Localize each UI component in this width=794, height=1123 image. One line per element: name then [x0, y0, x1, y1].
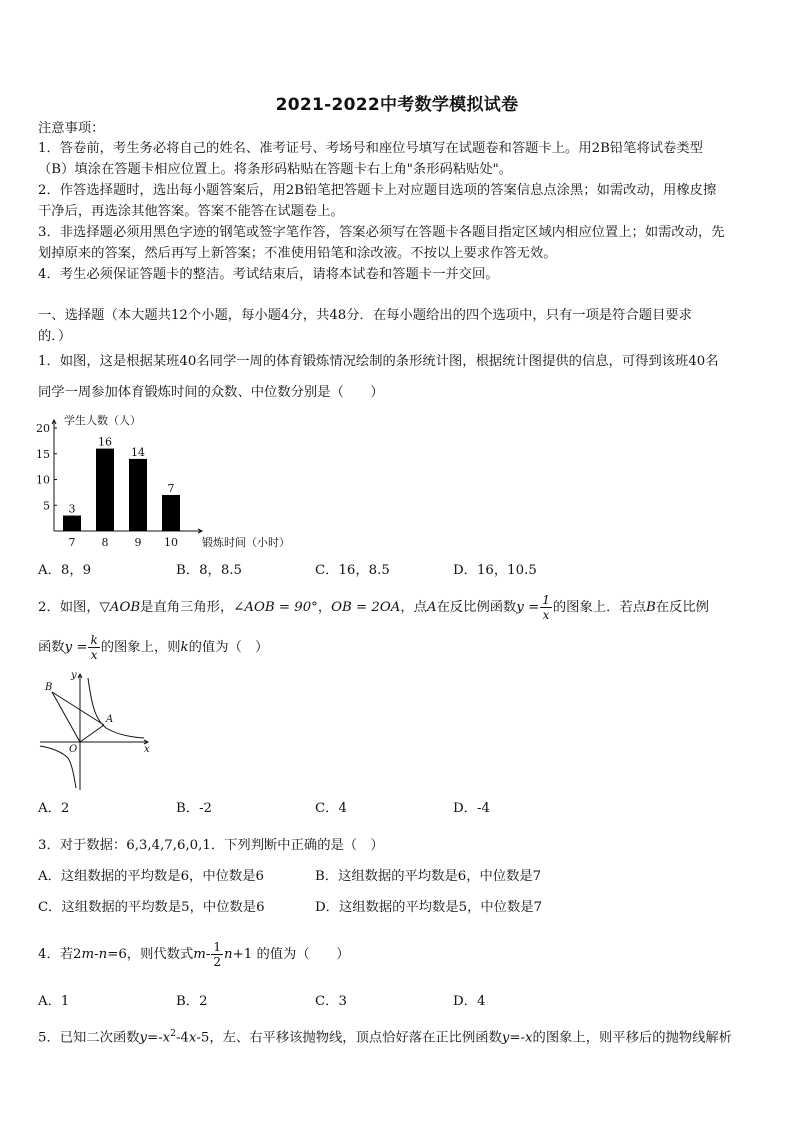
q5-var: y [501, 1030, 510, 1046]
x-tick-label: 9 [134, 536, 142, 549]
note-line: 划掉原来的答案，然后再写上新答案；不准使用铅笔和涂改液。不按以上要求作答无效。 [38, 246, 557, 261]
q5-text: 的图象上，则平移后的抛物线解析 [532, 1030, 732, 1046]
q5-var: x [188, 1030, 197, 1046]
bar [129, 459, 147, 531]
note-line: 3．非选择题必须用黑色字迹的钢笔或签字笔作答，答案必须写在答题卡各题目指定区域内相应位置上；如需改动，先 [38, 225, 725, 240]
q1-option-d: D．16，10.5 [453, 563, 537, 578]
note-line: （B）填涂在答题卡相应位置上。将条形码粘贴在答题卡右上角"条形码粘贴处"。 [38, 162, 513, 177]
q2-fraction-2 [88, 633, 99, 662]
q4-option-a: A．1 [38, 994, 70, 1009]
hyperbola-branch-1 [88, 678, 144, 738]
y-tick-label: 15 [36, 447, 50, 461]
q5-text: -5，左、右平移该抛物线，顶点恰好落在正比例函数 [196, 1030, 502, 1046]
q5-text: -4 [175, 1030, 189, 1046]
segment-ob [52, 692, 80, 742]
page-title: 2021-2022中考数学模拟试卷 [275, 95, 519, 115]
x-tick-label: 10 [164, 536, 178, 549]
q1-option-a: A．8，9 [38, 563, 92, 578]
question-2-stem [38, 593, 709, 623]
label-o: O [69, 744, 78, 755]
q2-text: 的值为（ ） [188, 640, 269, 655]
segment-ab [52, 692, 104, 725]
q2-text: 是直角三角形， [140, 600, 234, 615]
q4-var: n [224, 947, 233, 962]
q5-exponent: 2 [170, 1029, 176, 1039]
q5-text: =- [147, 1030, 163, 1046]
notes-heading: 注意事项： [38, 121, 105, 136]
q2-angle: ∠AOB = 90° [233, 600, 318, 615]
bar [63, 516, 81, 531]
q4-option-c: C．3 [315, 994, 347, 1009]
q2-option-a: A．2 [38, 801, 70, 816]
q4-var: m [193, 947, 206, 962]
q2-point-a: A [426, 600, 437, 615]
bar-chart [30, 408, 320, 553]
q2-ob: OB = 2OA [331, 600, 401, 615]
q2-k: k [180, 640, 189, 655]
label-x: x [144, 744, 150, 755]
q1-option-c: C．16，8.5 [315, 563, 390, 578]
question-2-stem-cont [38, 633, 268, 663]
q2-text: 在反比例 [655, 600, 709, 615]
q2-point-b: B [645, 600, 656, 615]
q2-text: ， [317, 600, 332, 615]
q4-fraction [211, 940, 223, 969]
q2-text: 2．如图， [38, 600, 100, 615]
q4-text: 4．若2 [38, 947, 82, 962]
q4-var: n [98, 947, 108, 962]
q4-text: - [205, 947, 211, 962]
hyperbola-figure [36, 668, 156, 793]
x-tick-label: 8 [101, 536, 109, 549]
q2-text: 的图象上．若点 [552, 600, 646, 615]
note-line: 干净后，再选涂其他答案。答案不能答在试题卷上。 [38, 204, 344, 219]
q2-y: y = [64, 640, 88, 655]
note-line: 1．答卷前，考生务必将自己的姓名、准考证号、考场号和座位号填写在试题卷和答题卡上。用2B铅笔将试卷类型 [38, 141, 703, 156]
denominator: 2 [213, 955, 222, 969]
bar [162, 495, 180, 531]
q5-var: x [162, 1030, 171, 1046]
q2-option-c: C．4 [315, 801, 347, 816]
x-tick-label: 7 [68, 536, 76, 549]
label-b: B [45, 682, 53, 693]
y-tick-label: 20 [36, 422, 50, 435]
section-heading-cont: 的．） [38, 329, 72, 344]
question-1-stem: 1．如图，这是根据某班40名同学一周的体育锻炼情况绘制的条形统计图，根据统计图提供的信息，可得到该班40名 [38, 354, 719, 369]
y-tick-label: 5 [43, 499, 50, 513]
numerator: 1 [542, 593, 550, 607]
question-1-stem-cont: 同学一周参加体育锻炼时间的众数、中位数分别是（ ） [38, 385, 384, 400]
question-5-stem [38, 1024, 732, 1048]
y-axis-label: 学生人数（人） [64, 414, 141, 427]
bar-data-label: 14 [131, 445, 145, 459]
bar-data-label: 3 [68, 502, 76, 516]
label-y: y [71, 670, 77, 681]
denominator: x [90, 648, 98, 662]
q4-option-d: D．4 [453, 994, 486, 1009]
numerator: 1 [213, 940, 222, 954]
q2-fraction-1 [540, 593, 552, 622]
x-axis-label: 锻炼时间（小时） [202, 536, 290, 549]
q4-text: +1 的值为（ ） [232, 947, 350, 962]
note-line: 4．考生必须保证答题卡的整洁。考试结束后，请将本试卷和答题卡一并交回。 [38, 267, 499, 282]
q2-text: ，点 [400, 600, 427, 615]
q2-option-b: B．-2 [176, 801, 213, 816]
q3-option-b: B．这组数据的平均数是6，中位数是7 [315, 869, 542, 884]
y-tick-label: 10 [36, 473, 50, 487]
q4-var: m [81, 947, 95, 962]
question-4-stem [38, 938, 350, 972]
q5-text: 5．已知二次函数 [38, 1030, 140, 1046]
numerator: k [90, 633, 98, 647]
q4-option-b: B．2 [176, 994, 208, 1009]
label-a: A [106, 714, 114, 725]
question-3-stem: 3．对于数据：6,3,4,7,6,0,1．下列判断中正确的是（ ） [38, 838, 384, 853]
q2-option-d: D．-4 [453, 801, 490, 816]
bar [96, 449, 114, 531]
q3-option-d: D．这组数据的平均数是5，中位数是7 [315, 900, 543, 915]
q3-option-c: C．这组数据的平均数是5，中位数是6 [38, 900, 265, 915]
note-line: 2．作答选择题时，选出每小题答案后，用2B铅笔把答题卡上对应题目选项的答案信息点涂黑；如需改动，用橡皮擦 [38, 183, 717, 198]
q5-var: x [525, 1030, 533, 1046]
q2-y: y = [516, 600, 540, 615]
q5-var: y [139, 1030, 148, 1046]
q4-text: =6，则代数式 [107, 947, 194, 962]
q3-option-a: A．这组数据的平均数是6，中位数是6 [38, 869, 264, 884]
section-heading: 一、选择题（本大题共12个小题，每小题4分，共48分．在每小题给出的四个选项中，只有一项是符合题目要求 [38, 308, 692, 323]
q1-option-b: B．8，8.5 [176, 563, 242, 578]
q2-text: 在反比例函数 [436, 600, 517, 615]
q5-text: =- [509, 1030, 526, 1046]
bar-data-label: 16 [98, 435, 112, 449]
denominator: x [542, 608, 550, 622]
segment-oa [80, 725, 104, 742]
bar-data-label: 7 [167, 481, 175, 495]
q2-text: 的图象上，则 [100, 640, 181, 655]
q2-triangle: ▽AOB [99, 600, 141, 615]
q2-text: 函数 [38, 640, 65, 655]
q4-text: - [94, 947, 99, 962]
